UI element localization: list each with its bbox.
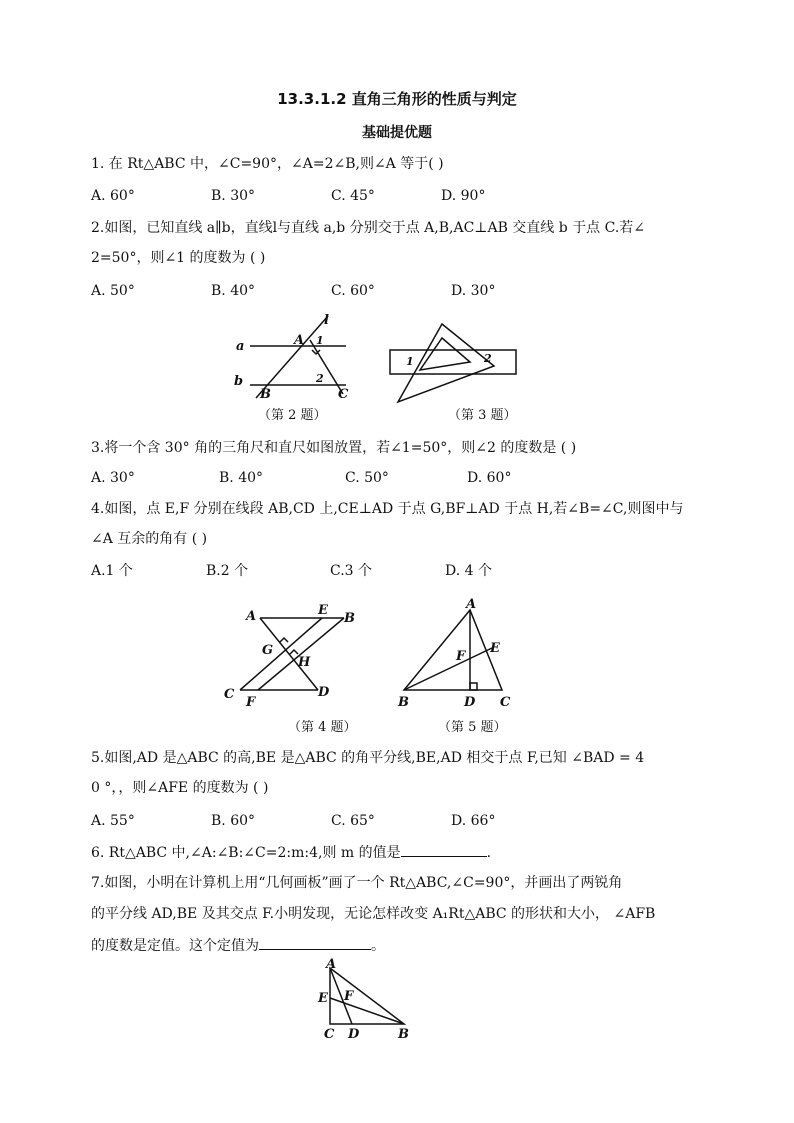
- page-title: 13.3.1.2 直角三角形的性质与判定: [277, 90, 517, 108]
- figure-4-label-E: E: [318, 603, 328, 618]
- figure-4-parallelogram: [220, 598, 360, 708]
- figure-2-parallel-lines: [228, 310, 358, 402]
- figure-5-triangle: [394, 594, 518, 712]
- figure-7-label-D: D: [348, 1027, 360, 1042]
- figure-5-label-C: C: [500, 695, 511, 710]
- question-6-stem: 6. Rt△ABC 中,∠A:∠B:∠C=2:m:4,则 m 的值是: [91, 845, 401, 861]
- question-6-end: .: [486, 845, 492, 861]
- question-5-option-b: B. 60°: [211, 813, 256, 829]
- figure-5-label-E: E: [490, 641, 500, 656]
- question-3-option-b: B. 40°: [219, 470, 264, 486]
- question-4-option-d: D. 4 个: [445, 563, 492, 579]
- question-7-stem-line-3: 的度数是定值。这个定值为: [91, 938, 259, 954]
- question-1-option-b: B. 30°: [211, 188, 256, 204]
- question-2-option-c: C. 60°: [331, 283, 375, 299]
- figure-2-label-b: b: [234, 374, 244, 389]
- question-3-stem: 3.将一个含 30° 角的三角尺和直尺如图放置，若∠1=50°，则∠2 的度数是 ( ): [91, 440, 577, 456]
- figure-4-label-F: F: [246, 695, 256, 708]
- figure-5-label-F: F: [456, 649, 466, 664]
- question-3-option-c: C. 50°: [345, 470, 389, 486]
- figure-3-label-1: 1: [406, 355, 414, 368]
- question-3-option-a: A. 30°: [91, 470, 135, 486]
- figure-7-label-A: A: [326, 958, 337, 972]
- figure-5-label-B: B: [398, 695, 409, 710]
- question-7-stem-line-2: 的平分线 AD,BE 及其交点 F.小明发现，无论怎样改变 A₁Rt△ABC 的形状和大小， ∠AFB: [91, 906, 656, 922]
- figure-4-caption: （第 4 题）: [288, 720, 357, 735]
- question-4-stem-line-1: 4.如图，点 E,F 分别在线段 AB,CD 上,CE⊥AD 于点 G,BF⊥AD 于点 H,若∠B=∠C,则图中与: [91, 501, 684, 517]
- figure-3-label-2: 2: [484, 352, 492, 365]
- question-5-option-c: C. 65°: [331, 813, 375, 829]
- question-5-option-a: A. 55°: [91, 813, 135, 829]
- question-5-option-d: D. 66°: [451, 813, 496, 829]
- figure-7-label-B: B: [398, 1027, 409, 1042]
- question-1-option-a: A. 60°: [91, 188, 135, 204]
- figure-5-label-A: A: [466, 597, 477, 612]
- figure-2-label-1: 1: [316, 334, 324, 347]
- question-4-option-c: C.3 个: [330, 563, 373, 579]
- figure-7-right-triangle: [312, 958, 416, 1042]
- figure-7-label-E: E: [318, 991, 328, 1006]
- figure-2-label-l: l: [324, 313, 329, 328]
- figure-5-label-D: D: [464, 695, 476, 710]
- question-2-option-b: B. 40°: [211, 283, 256, 299]
- figure-4-label-C: C: [224, 687, 235, 702]
- question-6: [91, 842, 491, 863]
- figure-2-label-A: A: [294, 333, 305, 348]
- question-4-option-b: B.2 个: [206, 563, 249, 579]
- question-4-option-a: A.1 个: [91, 563, 133, 579]
- figure-5-caption: （第 5 题）: [438, 720, 507, 735]
- question-4-stem-line-2: ∠A 互余的角有 ( ): [91, 531, 208, 547]
- figure-2-label-B: B: [260, 387, 271, 402]
- figure-4-label-B: B: [344, 611, 355, 626]
- figure-4-label-D: D: [318, 685, 330, 700]
- question-2-stem-line-2: 2=50°，则∠1 的度数为 ( ): [91, 250, 266, 266]
- question-5-stem-line-1: 5.如图,AD 是△ABC 的高,BE 是△ABC 的角平分线,BE,AD 相交于点 F,已知 ∠BAD = 4: [91, 750, 645, 766]
- section-heading: 基础提优题: [362, 125, 432, 141]
- question-5-stem-line-2: 0 °，，则∠AFE 的度数为 ( ): [91, 780, 269, 796]
- question-6-answer-blank[interactable]: [401, 842, 487, 857]
- figure-2-caption: （第 2 题）: [258, 408, 327, 423]
- figure-4-label-A: A: [246, 609, 257, 624]
- question-7-stem-line-1: 7.如图，小明在计算机上用“几何画板”画了一个 Rt△ABC,∠C=90°，并画出了两锐角: [91, 875, 623, 891]
- figure-4-label-H: H: [298, 655, 311, 670]
- question-7-line-3: [91, 935, 385, 956]
- question-7-answer-blank[interactable]: [259, 935, 371, 950]
- figure-3-triangle-ruler: [386, 320, 522, 406]
- figure-2-label-a: a: [236, 339, 245, 354]
- question-2-stem-line-1: 2.如图，已知直线 a∥b，直线l与直线 a,b 分别交于点 A,B,AC⊥AB 交直线 b 于点 C.若∠: [91, 220, 646, 236]
- question-2-option-a: A. 50°: [91, 283, 135, 299]
- question-7-end: 。: [371, 938, 385, 954]
- figure-2-label-C: C: [338, 387, 349, 402]
- figure-2-label-2: 2: [316, 372, 324, 385]
- question-3-option-d: D. 60°: [467, 470, 512, 486]
- figure-4-label-G: G: [262, 643, 274, 658]
- question-1-option-d: D. 90°: [441, 188, 486, 204]
- question-1-option-c: C. 45°: [331, 188, 375, 204]
- figure-3-caption: （第 3 题）: [448, 408, 517, 423]
- figure-7-label-C: C: [324, 1027, 335, 1042]
- figure-7-label-F: F: [344, 989, 354, 1004]
- question-2-option-d: D. 30°: [451, 283, 496, 299]
- question-1-stem: 1. 在 Rt△ABC 中，∠C=90°，∠A=2∠B,则∠A 等于( ): [91, 156, 444, 172]
